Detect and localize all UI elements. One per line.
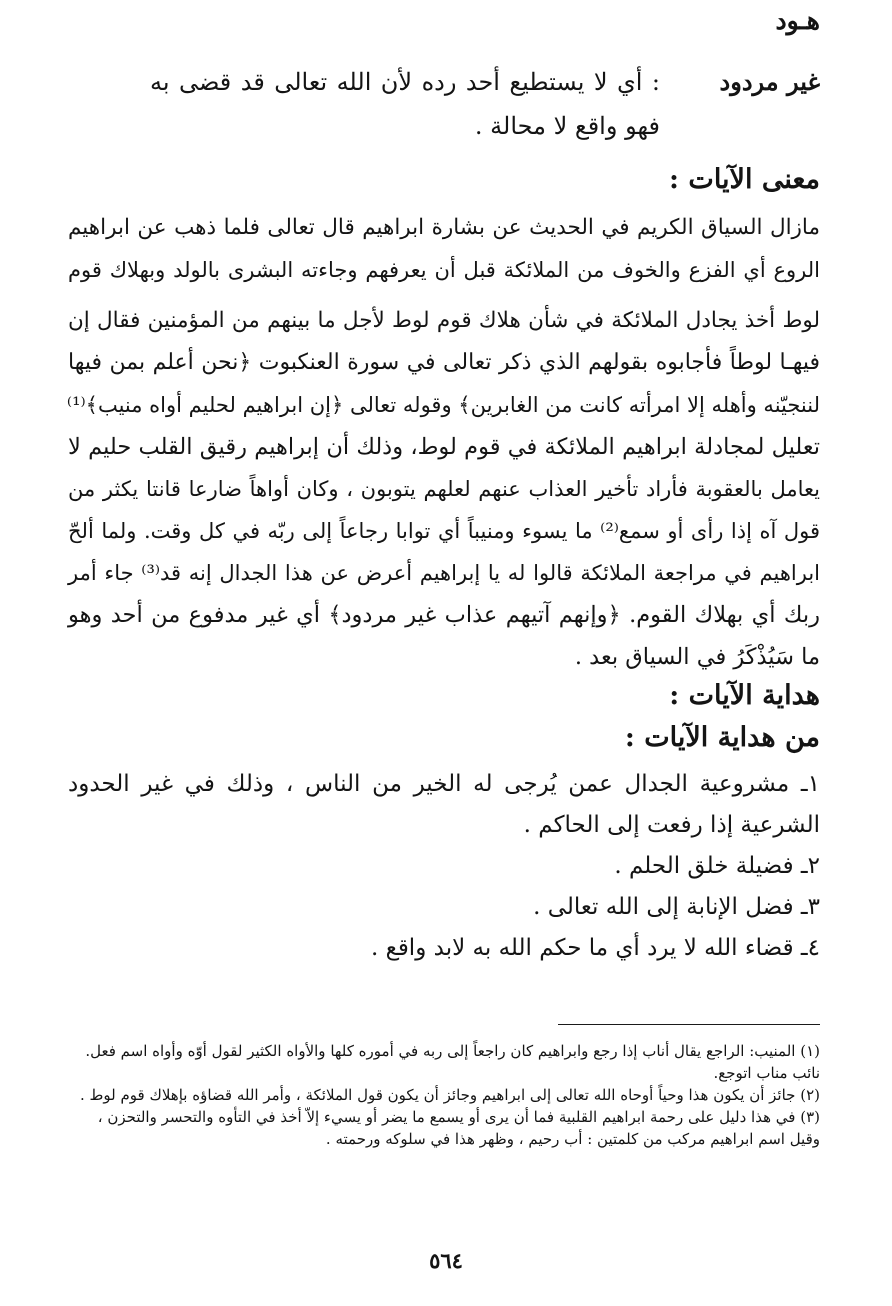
list-item: ٣ـ فضل الإنابة إلى الله تعالى . <box>533 894 820 920</box>
paragraph-line: ما سَيُذْكَرُ في السياق بعد . <box>574 644 820 670</box>
footnote-line: (٣) في هذا دليل على رحمة ابراهيم القلبية فما أن يرى أو يسمع ما يضر أو يسيء إلاّ أخذ في التأوه والتحسر والتحزن ، <box>97 1108 820 1126</box>
guidance-subheading: من هداية الآيات : <box>624 722 820 753</box>
paragraph-line: فيهـا لوطاً فأجابوه بقولهم الذي ذكر تعالى في سورة العنكبوت ﴿نحن أعلم بمن فيها <box>68 350 820 375</box>
paragraph-line: تعليل لمجادلة ابراهيم الملائكة في قوم لوط، وذلك أن إبراهيم رقيق القلب حليم لا <box>68 434 820 460</box>
paragraph-line: يعامل بالعقوبة فأراد تأخير العذاب عنهم لعلهم يتوبون ، وكان أواهاً ضارعا قانتا يكثر من <box>68 477 820 501</box>
guidance-heading: هداية الآيات : <box>669 680 820 711</box>
footnote-line: وقيل اسم ابراهيم مركب من كلمتين : أب رحيم ، وظهر هذا في سلوكه ورحمته . <box>325 1130 820 1148</box>
glossary-term: غير مردود <box>719 67 820 96</box>
paragraph-line: ابراهيم في مراجعة الملائكة قالوا له يا إبراهيم أعرض عن هذا الجدال إنه قد⁽³⁾ جاء أمر <box>68 561 821 585</box>
footnotes <box>68 1040 820 1150</box>
guidance-list <box>68 764 820 969</box>
list-item: ١ـ مشروعية الجدال عمن يُرجى له الخير من الناس ، وذلك في غير الحدود الشرعية إذا رفعت إلى الحاكم . <box>68 771 820 838</box>
running-head: هـود <box>775 6 820 35</box>
footnote-line: (٢) جائز أن يكون هذا وحياً أوحاه الله تعالى إلى ابراهيم وجائز أن يكون قول الملائكة ، وأمر الله قضاؤه بإهلاك قوم لوط . <box>80 1086 820 1104</box>
paragraph-line: الروع أي الفزع والخوف من الملائكة قبل أن يعرفهم وجاءته البشرى بالولد وبهلاك قوم <box>68 258 820 282</box>
footnote-line: (١) المنيب: الراجع يقال أناب إذا رجع وابراهيم كان راجعاً إلى ربه في أموره كلها والأواه الكثير لقول أوّه وأواه اسم فعل. <box>85 1042 820 1060</box>
meaning-paragraph-continued <box>68 300 820 678</box>
list-item: ٢ـ فضيلة خلق الحلم . <box>614 853 820 879</box>
glossary-definition: : أي لا يستطيع أحد رده لأن الله تعالى قد قضى به فهو واقع لا محالة . <box>150 68 660 140</box>
meaning-heading: معنى الآيات : <box>669 164 820 195</box>
meaning-paragraph <box>68 207 820 291</box>
glossary-entry <box>70 60 820 150</box>
paragraph-line: مازال السياق الكريم في الحديث عن بشارة ابراهيم قال تعالى فلما ذهب عن ابراهيم <box>68 215 820 240</box>
footnote-line: نائب مناب اتوجع. <box>713 1064 820 1082</box>
paragraph-line: لننجيّنه وأهله إلا امرأته كانت من الغابرين﴾ وقوله تعالى ﴿إن ابراهيم لحليم أواه منيب﴾⁽¹⁾ <box>66 393 820 417</box>
footnote-divider <box>558 1024 820 1025</box>
page-number: ٥٦٤ <box>429 1248 463 1273</box>
paragraph-line: لوط أخذ يجادل الملائكة في شأن هلاك قوم لوط لأجل ما بينهم من المؤمنين فقال إن <box>68 308 820 333</box>
paragraph-line: ربك أي بهلاك القوم. ﴿وإنهم آتيهم عذاب غير مردود﴾ أي غير مدفوع من أحد وهو <box>68 602 820 628</box>
paragraph-line: قول آه إذا رأى أو سمع⁽²⁾ ما يسوء ومنيباً أي توابا رجاعاً إلى ربّه في كل وقت. ولما ألحّ <box>68 519 820 543</box>
list-item: ٤ـ قضاء الله لا يرد أي ما حكم الله به لابد واقع . <box>370 935 820 961</box>
